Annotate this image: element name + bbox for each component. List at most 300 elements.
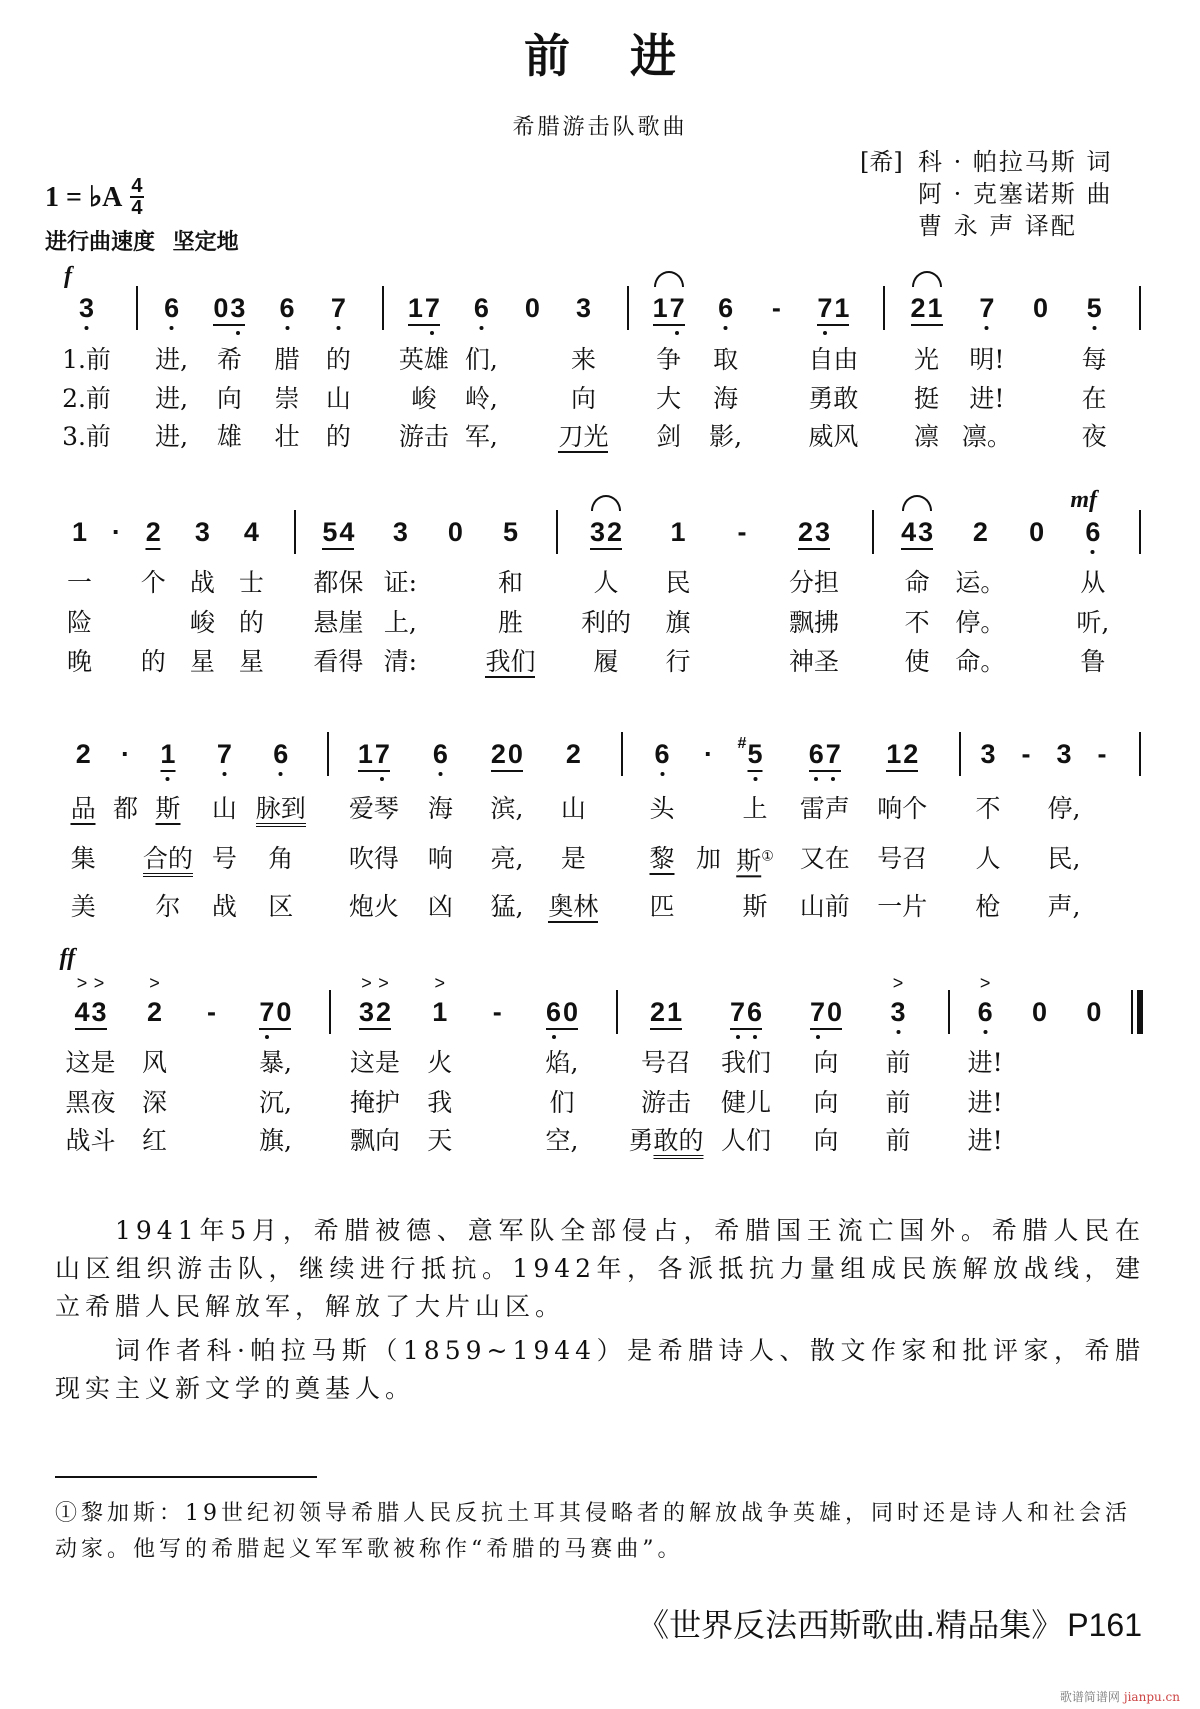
note xyxy=(212,293,246,323)
barline xyxy=(136,286,138,330)
note-digit xyxy=(431,973,448,1027)
note xyxy=(194,517,211,547)
eighth-underline xyxy=(798,548,830,550)
note xyxy=(734,517,751,547)
lyric: 从 xyxy=(1080,568,1106,597)
note-value: 4 xyxy=(901,517,917,547)
barline xyxy=(382,286,384,330)
key-signature: 1 = ♭A xyxy=(45,182,123,213)
note-value: 0 xyxy=(826,997,843,1027)
note-digit xyxy=(358,973,375,1027)
lyric: 黑夜 xyxy=(65,1088,116,1117)
note xyxy=(489,997,506,1027)
lyric: 山 xyxy=(211,794,237,823)
lyric: 进, xyxy=(155,384,189,413)
lyric: 壮 xyxy=(274,422,300,451)
lyric: 山 xyxy=(325,384,351,413)
note-value: 6 xyxy=(746,997,763,1027)
note-digit xyxy=(91,973,108,1027)
lyric-text: 斯 xyxy=(155,794,181,823)
lyric: 光 xyxy=(914,345,940,374)
lyric: 的 xyxy=(325,345,351,374)
lyric-text: 奥林 xyxy=(548,892,599,921)
note-value: 7 xyxy=(374,739,390,769)
note-value: · xyxy=(704,739,713,769)
lyric: 红 xyxy=(142,1126,168,1155)
note-digit xyxy=(900,517,917,547)
lyric: 我们 xyxy=(720,1048,772,1077)
barline xyxy=(1131,990,1133,1034)
note-digit xyxy=(473,293,490,323)
note xyxy=(1028,517,1045,547)
lyric: 山 xyxy=(560,794,586,823)
note-value: 6 xyxy=(432,739,448,769)
lyric: 不 xyxy=(975,794,1001,823)
lyric: 停。 xyxy=(955,608,1006,637)
lyric-text: 斯 xyxy=(736,846,762,876)
eighth-underline xyxy=(590,548,622,550)
lyric: 战斗 xyxy=(65,1126,116,1155)
lyric: 向 xyxy=(813,1088,839,1117)
barline xyxy=(872,510,874,554)
note xyxy=(654,739,671,769)
lyric: 命。 xyxy=(955,647,1006,676)
note-digit xyxy=(203,997,220,1027)
note-value: 6 xyxy=(654,739,670,769)
lyric: 民 xyxy=(665,568,691,597)
low-octave-dot xyxy=(285,326,289,330)
barline xyxy=(627,286,629,330)
barline xyxy=(1139,510,1141,554)
lyric-segment: 敢的 xyxy=(654,1126,704,1159)
lyric: 前 xyxy=(885,1126,911,1155)
lyric: 健儿 xyxy=(720,1088,772,1117)
note-digit xyxy=(575,293,592,323)
sharp-sign: # xyxy=(737,735,747,752)
note-digit xyxy=(816,293,833,323)
lyric: 履 xyxy=(593,647,619,676)
low-octave-dot xyxy=(336,326,340,330)
low-octave-dot xyxy=(380,777,384,781)
low-octave-dot xyxy=(479,326,483,330)
note-digit xyxy=(146,973,163,1027)
note-digit xyxy=(902,739,919,769)
note-digit xyxy=(74,973,91,1027)
lyric: 这是 xyxy=(349,1048,400,1077)
note xyxy=(357,739,391,769)
lyric: 利的 xyxy=(580,608,632,637)
barline xyxy=(883,286,885,330)
note-digit xyxy=(1056,739,1073,769)
note-value: 1 xyxy=(357,739,373,769)
lyric-text: 黎 xyxy=(649,844,675,873)
footnote-divider xyxy=(55,1476,317,1478)
watermark-site: 歌谱简谱网 xyxy=(1059,1690,1120,1704)
lyric: 进! xyxy=(967,1126,1003,1155)
note-value: 3 xyxy=(575,293,591,323)
low-octave-dot xyxy=(265,1035,269,1039)
note-value: 4 xyxy=(74,997,90,1027)
song-subtitle: 希腊游击队歌曲 xyxy=(512,115,688,140)
lyric: 前 xyxy=(885,1048,911,1077)
lyric: 游击 xyxy=(640,1088,692,1117)
lyric: 都保 xyxy=(313,568,364,597)
lyric: 一片 xyxy=(877,892,928,921)
lyric: 3.前 xyxy=(62,422,111,451)
note-digit xyxy=(670,517,687,547)
note-value: 2 xyxy=(490,739,506,769)
lyric: 挺 xyxy=(914,384,940,413)
note-value: 3 xyxy=(890,997,906,1027)
note-digit xyxy=(524,293,541,323)
note-digit xyxy=(338,517,355,547)
note-value: 0 xyxy=(213,293,229,323)
eighth-underline xyxy=(730,1028,762,1030)
note-value: 3 xyxy=(1056,739,1072,769)
lyric-text: 品 xyxy=(70,794,96,823)
eighth-underline xyxy=(653,324,685,326)
note xyxy=(502,517,519,547)
note-value: 5 xyxy=(322,517,338,547)
lyric: 峻 xyxy=(411,384,437,413)
low-octave-dot xyxy=(816,1035,820,1039)
note xyxy=(203,997,220,1027)
slur-mark xyxy=(912,271,942,287)
lyric: 向 xyxy=(813,1048,839,1077)
lyric: 亮, xyxy=(490,844,524,873)
note-digit xyxy=(669,293,686,323)
credits-origin: [希] xyxy=(860,148,903,176)
lyric: 们, xyxy=(464,345,498,374)
footnote: ①黎加斯：19世纪初领导希腊人民反抗土耳其侵略者的解放战争英雄，同时还是诗人和社会活动家。他写的希腊起义军军歌被称作“希腊的马赛曲”。 xyxy=(55,1501,1131,1562)
lyric: 听, xyxy=(1076,608,1110,637)
note-value: 0 xyxy=(276,997,292,1027)
lyric: 峻 xyxy=(189,608,215,637)
note xyxy=(649,997,683,1027)
lyric: 剑 xyxy=(656,422,682,451)
note-value: - xyxy=(737,517,747,547)
eighth-underline xyxy=(213,324,245,326)
note xyxy=(972,517,989,547)
note xyxy=(1031,997,1048,1027)
note-digit xyxy=(545,997,562,1027)
note-value: 3 xyxy=(358,997,374,1027)
note-digit xyxy=(1032,293,1049,323)
note xyxy=(737,735,764,769)
background-paragraph: 1941年5月，希腊被德、意军队全部侵占，希腊国王流亡国外。希腊人民在山区组织游击队，继续进行抵抗。1942年，各派抵抗力量组成民族解放战线，建立希腊人民解放军，解放了大片山区。 xyxy=(55,1216,1145,1321)
lyric: 证: xyxy=(383,568,418,597)
lyric: 号召 xyxy=(640,1048,692,1077)
note-value: 2 xyxy=(145,517,161,547)
time-denominator: 4 xyxy=(131,197,143,219)
lyric: 们 xyxy=(549,1088,575,1117)
low-octave-dot xyxy=(896,1030,900,1034)
lyric: 海 xyxy=(427,794,453,823)
note xyxy=(272,739,289,769)
eighth-underline xyxy=(810,1028,842,1030)
note-value: 0 xyxy=(1031,997,1048,1027)
credits xyxy=(860,146,1113,242)
lyric: 民, xyxy=(1047,844,1081,873)
lyric-text: 合的 xyxy=(143,844,193,877)
slur-mark xyxy=(654,271,684,287)
low-octave-dot xyxy=(831,777,835,781)
lyric: 游击 xyxy=(398,422,449,451)
lyric: 停, xyxy=(1047,794,1081,823)
lyric: 向 xyxy=(570,384,596,413)
eighth-underline xyxy=(886,770,918,772)
note-digit xyxy=(910,293,927,323)
accent-mark: > xyxy=(979,973,991,993)
note xyxy=(980,739,997,769)
note-digit xyxy=(977,973,994,1027)
low-octave-dot xyxy=(983,1030,987,1034)
note-digit xyxy=(507,739,524,769)
lyric: 飘向 xyxy=(349,1126,400,1155)
lyric: 腊 xyxy=(274,345,300,374)
lyric: 晚 xyxy=(67,647,93,676)
note xyxy=(890,973,907,1027)
note-value: 2 xyxy=(910,293,926,323)
note-digit xyxy=(272,739,289,769)
note xyxy=(885,739,919,769)
note xyxy=(1085,997,1102,1027)
lyric: 军, xyxy=(464,422,498,451)
lyric xyxy=(736,841,774,876)
lyric: 旗 xyxy=(665,608,691,637)
note-value: 1 xyxy=(160,739,176,769)
note-value: 4 xyxy=(243,517,259,547)
note-value: 5 xyxy=(502,517,518,547)
lyric: 影, xyxy=(709,422,743,451)
barline xyxy=(616,990,618,1034)
note-value: 7 xyxy=(259,997,275,1027)
note xyxy=(545,997,579,1027)
note-value: 4 xyxy=(339,517,355,547)
note xyxy=(473,293,490,323)
note-digit xyxy=(809,997,826,1027)
lyric: 的 xyxy=(238,608,264,637)
credit-lyricist: 科 · 帕拉马斯 词 xyxy=(918,148,1113,176)
note-value: 6 xyxy=(164,293,180,323)
accent-mark: > xyxy=(361,973,372,993)
accent-mark: > xyxy=(76,973,88,993)
barline xyxy=(329,990,331,1034)
lyric: 进! xyxy=(967,1048,1003,1077)
note xyxy=(117,739,134,769)
note xyxy=(216,739,233,769)
note-value: 0 xyxy=(447,517,463,547)
lyric: 加 xyxy=(695,844,722,873)
note-digit xyxy=(330,293,347,323)
low-octave-dot xyxy=(1092,326,1096,330)
low-octave-dot xyxy=(736,1035,740,1039)
lyric: 暴, xyxy=(258,1048,292,1077)
lyric: 进, xyxy=(155,422,189,451)
note-digit xyxy=(163,293,180,323)
eighth-underline xyxy=(748,770,763,772)
lyric: 命 xyxy=(904,568,930,597)
lyric: 向 xyxy=(216,384,242,413)
lyric: 夜 xyxy=(1081,422,1107,451)
note xyxy=(432,739,449,769)
lyric: 滨, xyxy=(490,794,524,823)
lyric: 1.前 xyxy=(62,345,111,374)
note-value: 3 xyxy=(589,517,606,547)
note-digit xyxy=(432,739,449,769)
lyric-text: 我们 xyxy=(485,647,536,676)
note-value: 0 xyxy=(1033,293,1049,323)
lyricist-paragraph: 词作者科·帕拉马斯（1859~1944）是希腊诗人、散文作家和批评家，希腊现实主义新文学的奠基人。 xyxy=(55,1336,1145,1403)
lyric: 尔 xyxy=(155,892,181,921)
note-value: 2 xyxy=(75,739,91,769)
lyric xyxy=(485,647,535,677)
note-value: 6 xyxy=(1085,517,1101,547)
note-digit xyxy=(729,997,746,1027)
note-digit xyxy=(814,517,831,547)
lyric: 战 xyxy=(189,568,215,597)
note-digit xyxy=(825,739,842,769)
accent-mark: > xyxy=(892,973,904,993)
lyric xyxy=(628,1126,703,1156)
note-digit xyxy=(649,997,666,1027)
note-digit xyxy=(927,293,944,323)
accent-mark: > xyxy=(93,973,105,993)
note-digit xyxy=(652,293,669,323)
note-digit xyxy=(145,517,162,547)
note xyxy=(392,517,409,547)
note-value: 0 xyxy=(563,997,579,1027)
note-digit xyxy=(734,517,751,547)
note-value: 7 xyxy=(424,293,440,323)
note-digit xyxy=(71,517,88,547)
low-octave-dot xyxy=(166,777,170,781)
lyric: 鲁 xyxy=(1080,647,1106,676)
note xyxy=(330,293,347,323)
note-value: 2 xyxy=(375,997,391,1027)
note xyxy=(809,997,843,1027)
eighth-underline xyxy=(491,770,523,772)
note xyxy=(75,739,92,769)
low-octave-dot xyxy=(170,326,174,330)
note-digit xyxy=(978,293,995,323)
eighth-underline xyxy=(359,1028,391,1030)
lyric: 角 xyxy=(268,844,294,873)
low-octave-dot xyxy=(552,1035,556,1039)
note-digit xyxy=(700,739,717,769)
note xyxy=(565,739,582,769)
note xyxy=(431,973,448,1027)
lyric: 人 xyxy=(975,844,1001,873)
lyric: 自由 xyxy=(808,345,859,374)
note xyxy=(108,517,125,547)
note xyxy=(159,739,176,769)
dynamic-marking: mf xyxy=(1070,487,1098,513)
note-value: 3 xyxy=(918,517,934,547)
note-digit xyxy=(972,517,989,547)
lyric: 人们 xyxy=(720,1126,772,1155)
note-value: 1 xyxy=(670,517,686,547)
note-digit xyxy=(375,973,392,1027)
lyric: 都 xyxy=(113,794,139,823)
note-value: 0 xyxy=(524,293,540,323)
note-digit xyxy=(374,739,391,769)
slur-mark xyxy=(902,495,932,511)
lyric: 人 xyxy=(593,568,619,597)
eighth-underline xyxy=(546,1028,578,1030)
lyric: 进, xyxy=(155,345,189,374)
eighth-underline xyxy=(650,1028,682,1030)
low-octave-dot xyxy=(1091,550,1095,554)
note xyxy=(1018,739,1035,769)
note-digit xyxy=(490,739,507,769)
note xyxy=(447,517,464,547)
lyric: 响 xyxy=(427,844,453,873)
eighth-underline xyxy=(75,1028,107,1030)
note-value: 1 xyxy=(886,739,902,769)
lyric: 沉, xyxy=(258,1088,292,1117)
note-value: 7 xyxy=(825,739,841,769)
note-value: 3 xyxy=(980,739,996,769)
note-digit xyxy=(746,997,763,1027)
note-digit xyxy=(392,517,409,547)
lyric: 行 xyxy=(665,647,691,676)
note-value: 6 xyxy=(546,997,562,1027)
lyric: 猛, xyxy=(490,892,524,921)
lyric: 前 xyxy=(885,1088,911,1117)
lyric: 匹 xyxy=(649,892,675,921)
eighth-underline xyxy=(358,770,390,772)
note-digit xyxy=(321,517,338,547)
lyric: 爱琴 xyxy=(348,794,399,823)
lyric: 悬崖 xyxy=(313,608,364,637)
note-value: 0 xyxy=(1086,997,1102,1027)
note-value: 1 xyxy=(432,997,448,1027)
accent-mark: > xyxy=(434,973,445,993)
lyric: 集 xyxy=(70,844,96,873)
note-digit xyxy=(826,997,843,1027)
note xyxy=(808,739,842,769)
note-digit xyxy=(357,739,374,769)
lyric: 运。 xyxy=(955,568,1006,597)
key-time-signature xyxy=(45,176,144,218)
lyric: 险 xyxy=(67,608,93,637)
note xyxy=(64,263,95,323)
note-digit xyxy=(1084,517,1101,547)
lyric: 吹得 xyxy=(348,844,399,873)
lyric: 看得 xyxy=(313,647,364,676)
source-citation xyxy=(637,1600,1142,1646)
lyric: 进! xyxy=(967,1088,1003,1117)
note-value: 0 xyxy=(507,739,523,769)
note-digit xyxy=(108,517,125,547)
note-digit xyxy=(885,739,902,769)
note-value: 7 xyxy=(817,293,833,323)
note xyxy=(145,517,162,547)
note-value: - xyxy=(771,293,781,323)
eighth-underline xyxy=(911,324,943,326)
note-digit xyxy=(78,293,95,323)
note-value: 1 xyxy=(666,997,683,1027)
lyric: 进! xyxy=(969,384,1005,413)
note-value: 6 xyxy=(279,293,295,323)
note-value: 1 xyxy=(652,293,668,323)
note-digit xyxy=(654,739,671,769)
note-digit xyxy=(562,997,579,1027)
note xyxy=(71,517,88,547)
lyric xyxy=(558,422,608,452)
note-value: 2 xyxy=(903,739,919,769)
